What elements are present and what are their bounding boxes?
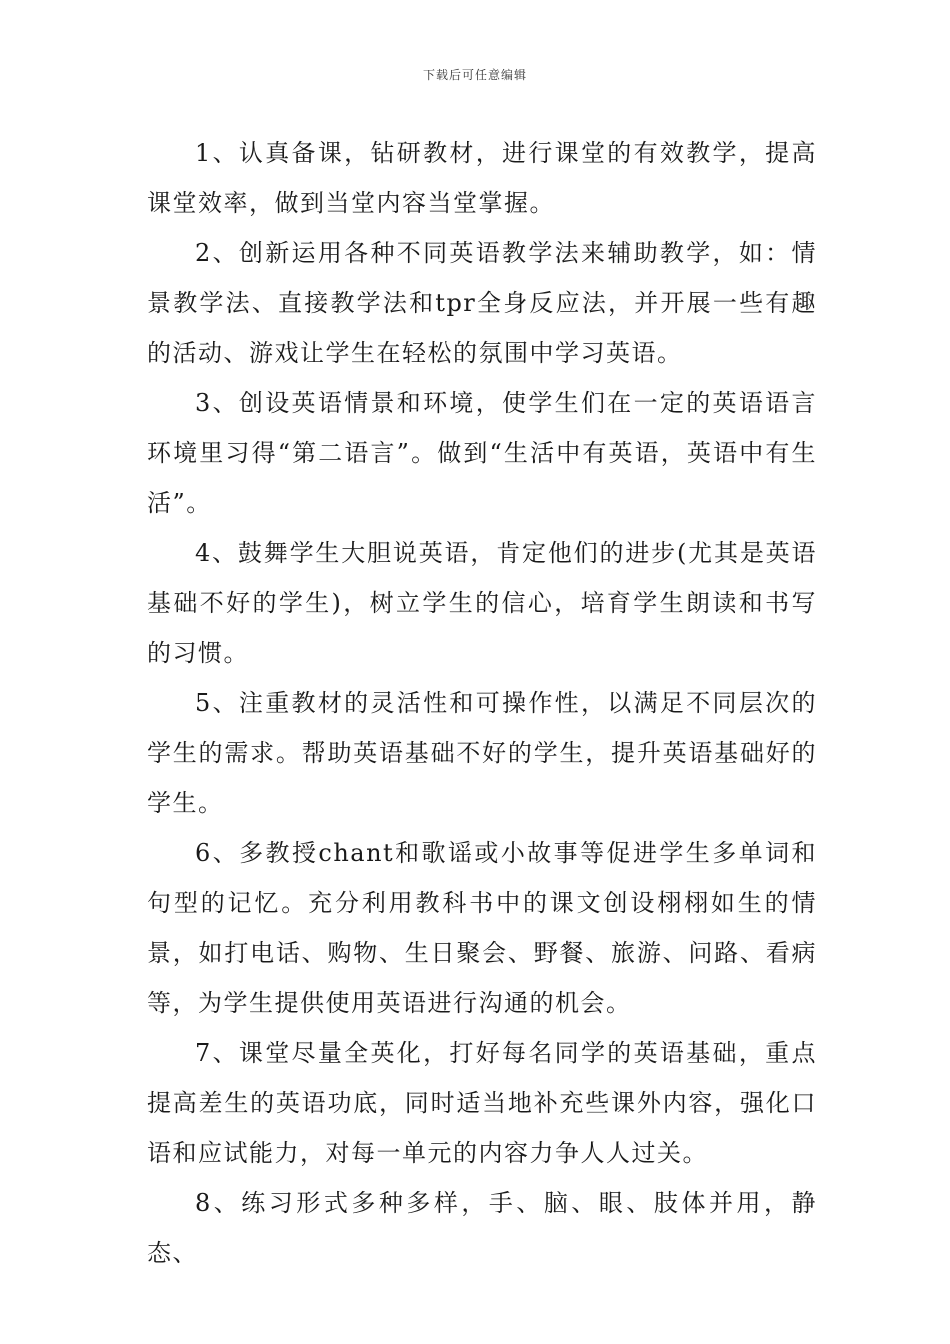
page-header-note: 下载后可任意编辑 xyxy=(422,68,527,82)
paragraph-2: 2、创新运用各种不同英语教学法来辅助教学，如：情景教学法、直接教学法和tpr全身反应法，并开展一些有趣的活动、游戏让学生在轻松的氛围中学习英语。 xyxy=(147,239,817,367)
document-body xyxy=(147,128,817,1278)
paragraph-6: 6、多教授chant和歌谣或小故事等促进学生多单词和句型的记忆。充分利用教科书中的课文创设栩栩如生的情景，如打电话、购物、生日聚会、野餐、旅游、问路、看病等，为学生提供使用英语进行沟通的机会。 xyxy=(147,839,817,1017)
paragraph-1: 1、认真备课，钻研教材，进行课堂的有效教学，提高课堂效率，做到当堂内容当堂掌握。 xyxy=(147,139,817,217)
paragraph-7: 7、课堂尽量全英化，打好每名同学的英语基础，重点提高差生的英语功底，同时适当地补充些课外内容，强化口语和应试能力，对每一单元的内容力争人人过关。 xyxy=(147,1039,817,1167)
paragraph-4: 4、鼓舞学生大胆说英语，肯定他们的进步(尤其是英语基础不好的学生)，树立学生的信心，培育学生朗读和书写的习惯。 xyxy=(147,539,817,667)
paragraph-5: 5、注重教材的灵活性和可操作性，以满足不同层次的学生的需求。帮助英语基础不好的学生，提升英语基础好的学生。 xyxy=(147,689,817,817)
paragraph-8: 8、练习形式多种多样，手、脑、眼、肢体并用，静态、 xyxy=(147,1189,817,1267)
paragraph-3: 3、创设英语情景和环境，使学生们在一定的英语语言环境里习得“第二语言”。做到“生活中有英语，英语中有生活”。 xyxy=(147,389,817,517)
